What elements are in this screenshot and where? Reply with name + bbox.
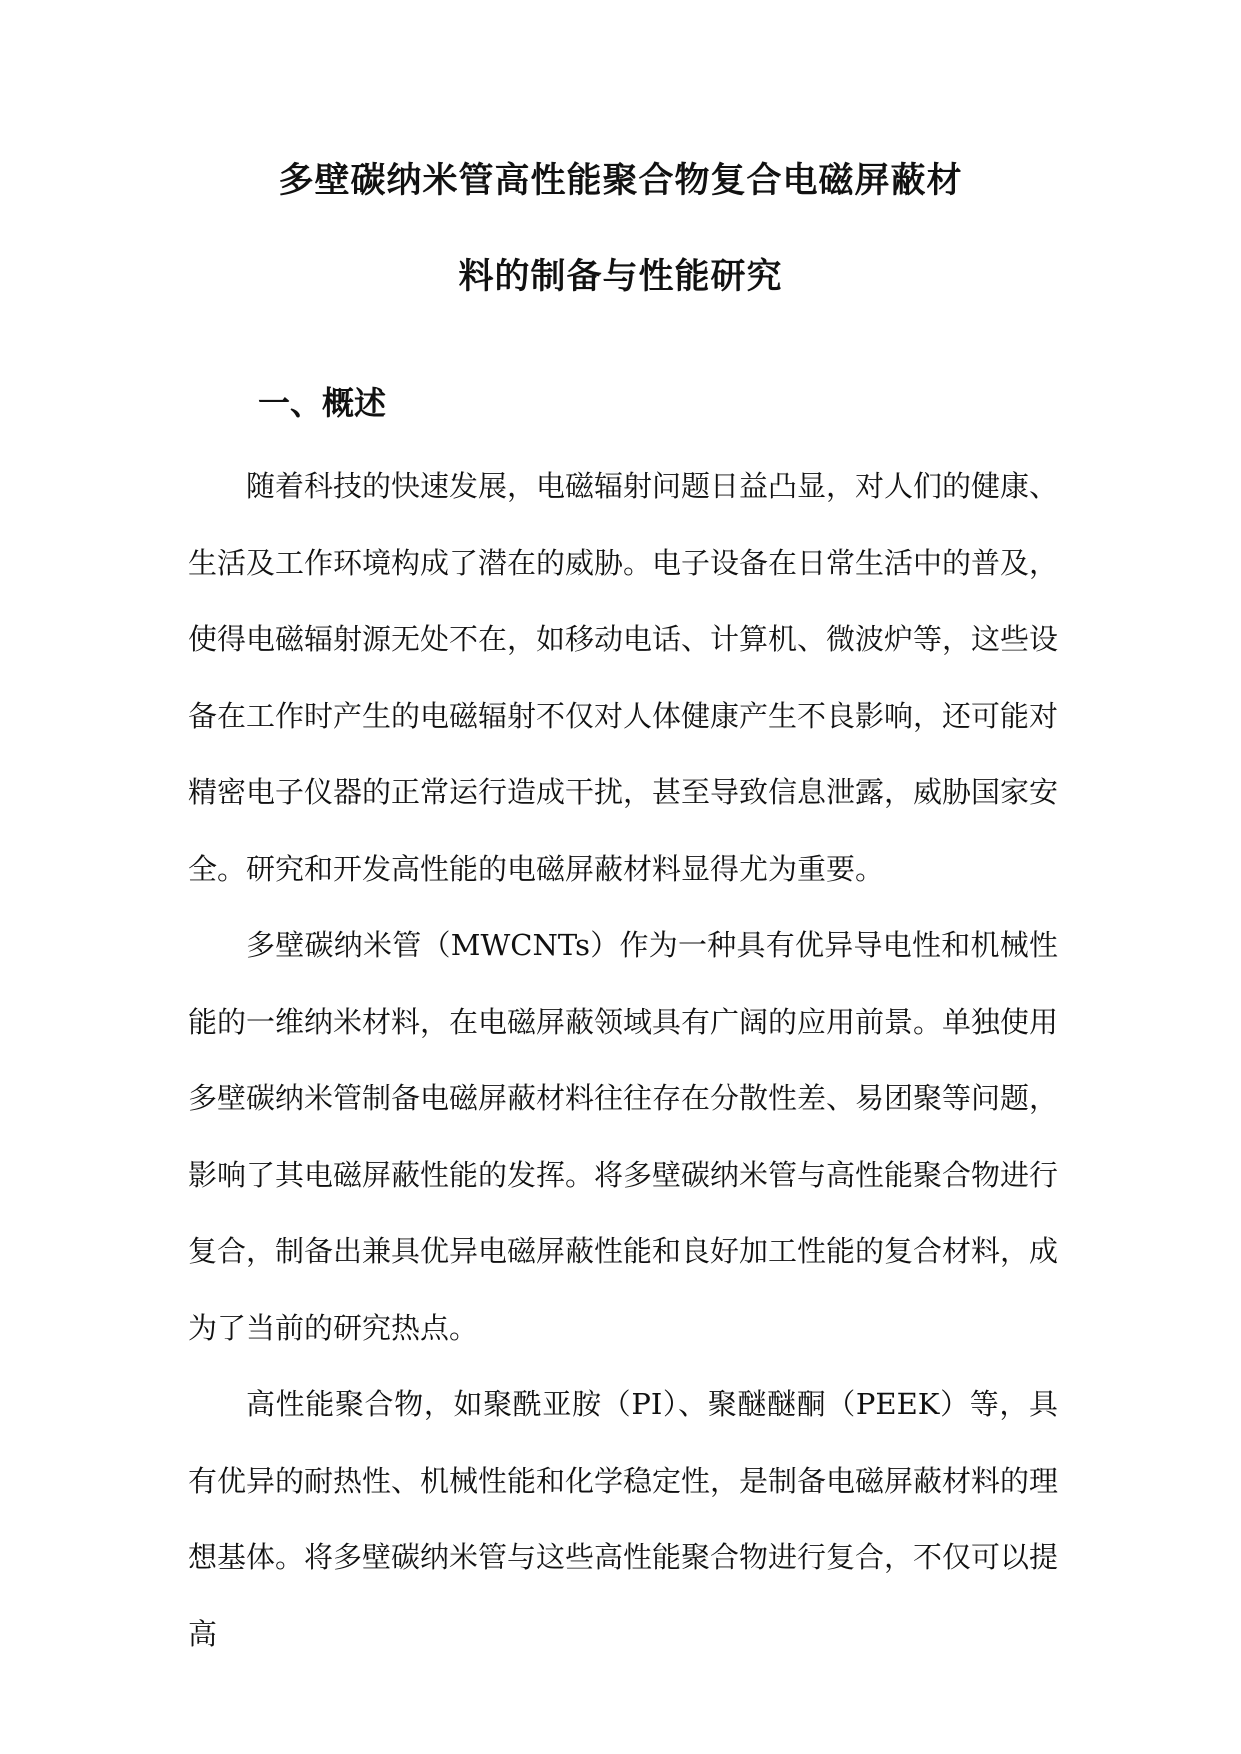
body-paragraph: 高性能聚合物，如聚酰亚胺（PI）、聚醚醚酮（PEEK）等，具有优异的耐热性、机械性能和化学稳定性，是制备电磁屏蔽材料的理想基体。将多壁碳纳米管与这些高性能聚合物进行复合，不仅可以提高	[188, 1387, 1059, 1651]
document-title-line-2: 料的制备与性能研究	[458, 257, 783, 297]
body-paragraph: 多壁碳纳米管（MWCNTs）作为一种具有优异导电性和机械性能的一维纳米材料，在电磁屏蔽领域具有广阔的应用前景。单独使用多壁碳纳米管制备电磁屏蔽材料往往存在分散性差、易团聚等问题，影响了其电磁屏蔽性能的发挥。将多壁碳纳米管与高性能聚合物进行复合，制备出兼具优异电磁屏蔽性能和良好加工性能的复合材料，成为了当前的研究热点。	[188, 928, 1059, 1345]
body-paragraph: 随着科技的快速发展，电磁辐射问题日益凸显，对人们的健康、生活及工作环境构成了潜在的威胁。电子设备在日常生活中的普及，使得电磁辐射源无处不在，如移动电话、计算机、微波炉等，这些设备在工作时产生的电磁辐射不仅对人体健康产生不良影响，还可能对精密电子仪器的正常运行造成干扰，甚至导致信息泄露，威胁国家安全。研究和开发高性能的电磁屏蔽材料显得尤为重要。	[188, 469, 1059, 886]
section-heading: 一、概述	[258, 384, 387, 422]
document-title-line-1: 多壁碳纳米管高性能聚合物复合电磁屏蔽材	[278, 161, 963, 201]
